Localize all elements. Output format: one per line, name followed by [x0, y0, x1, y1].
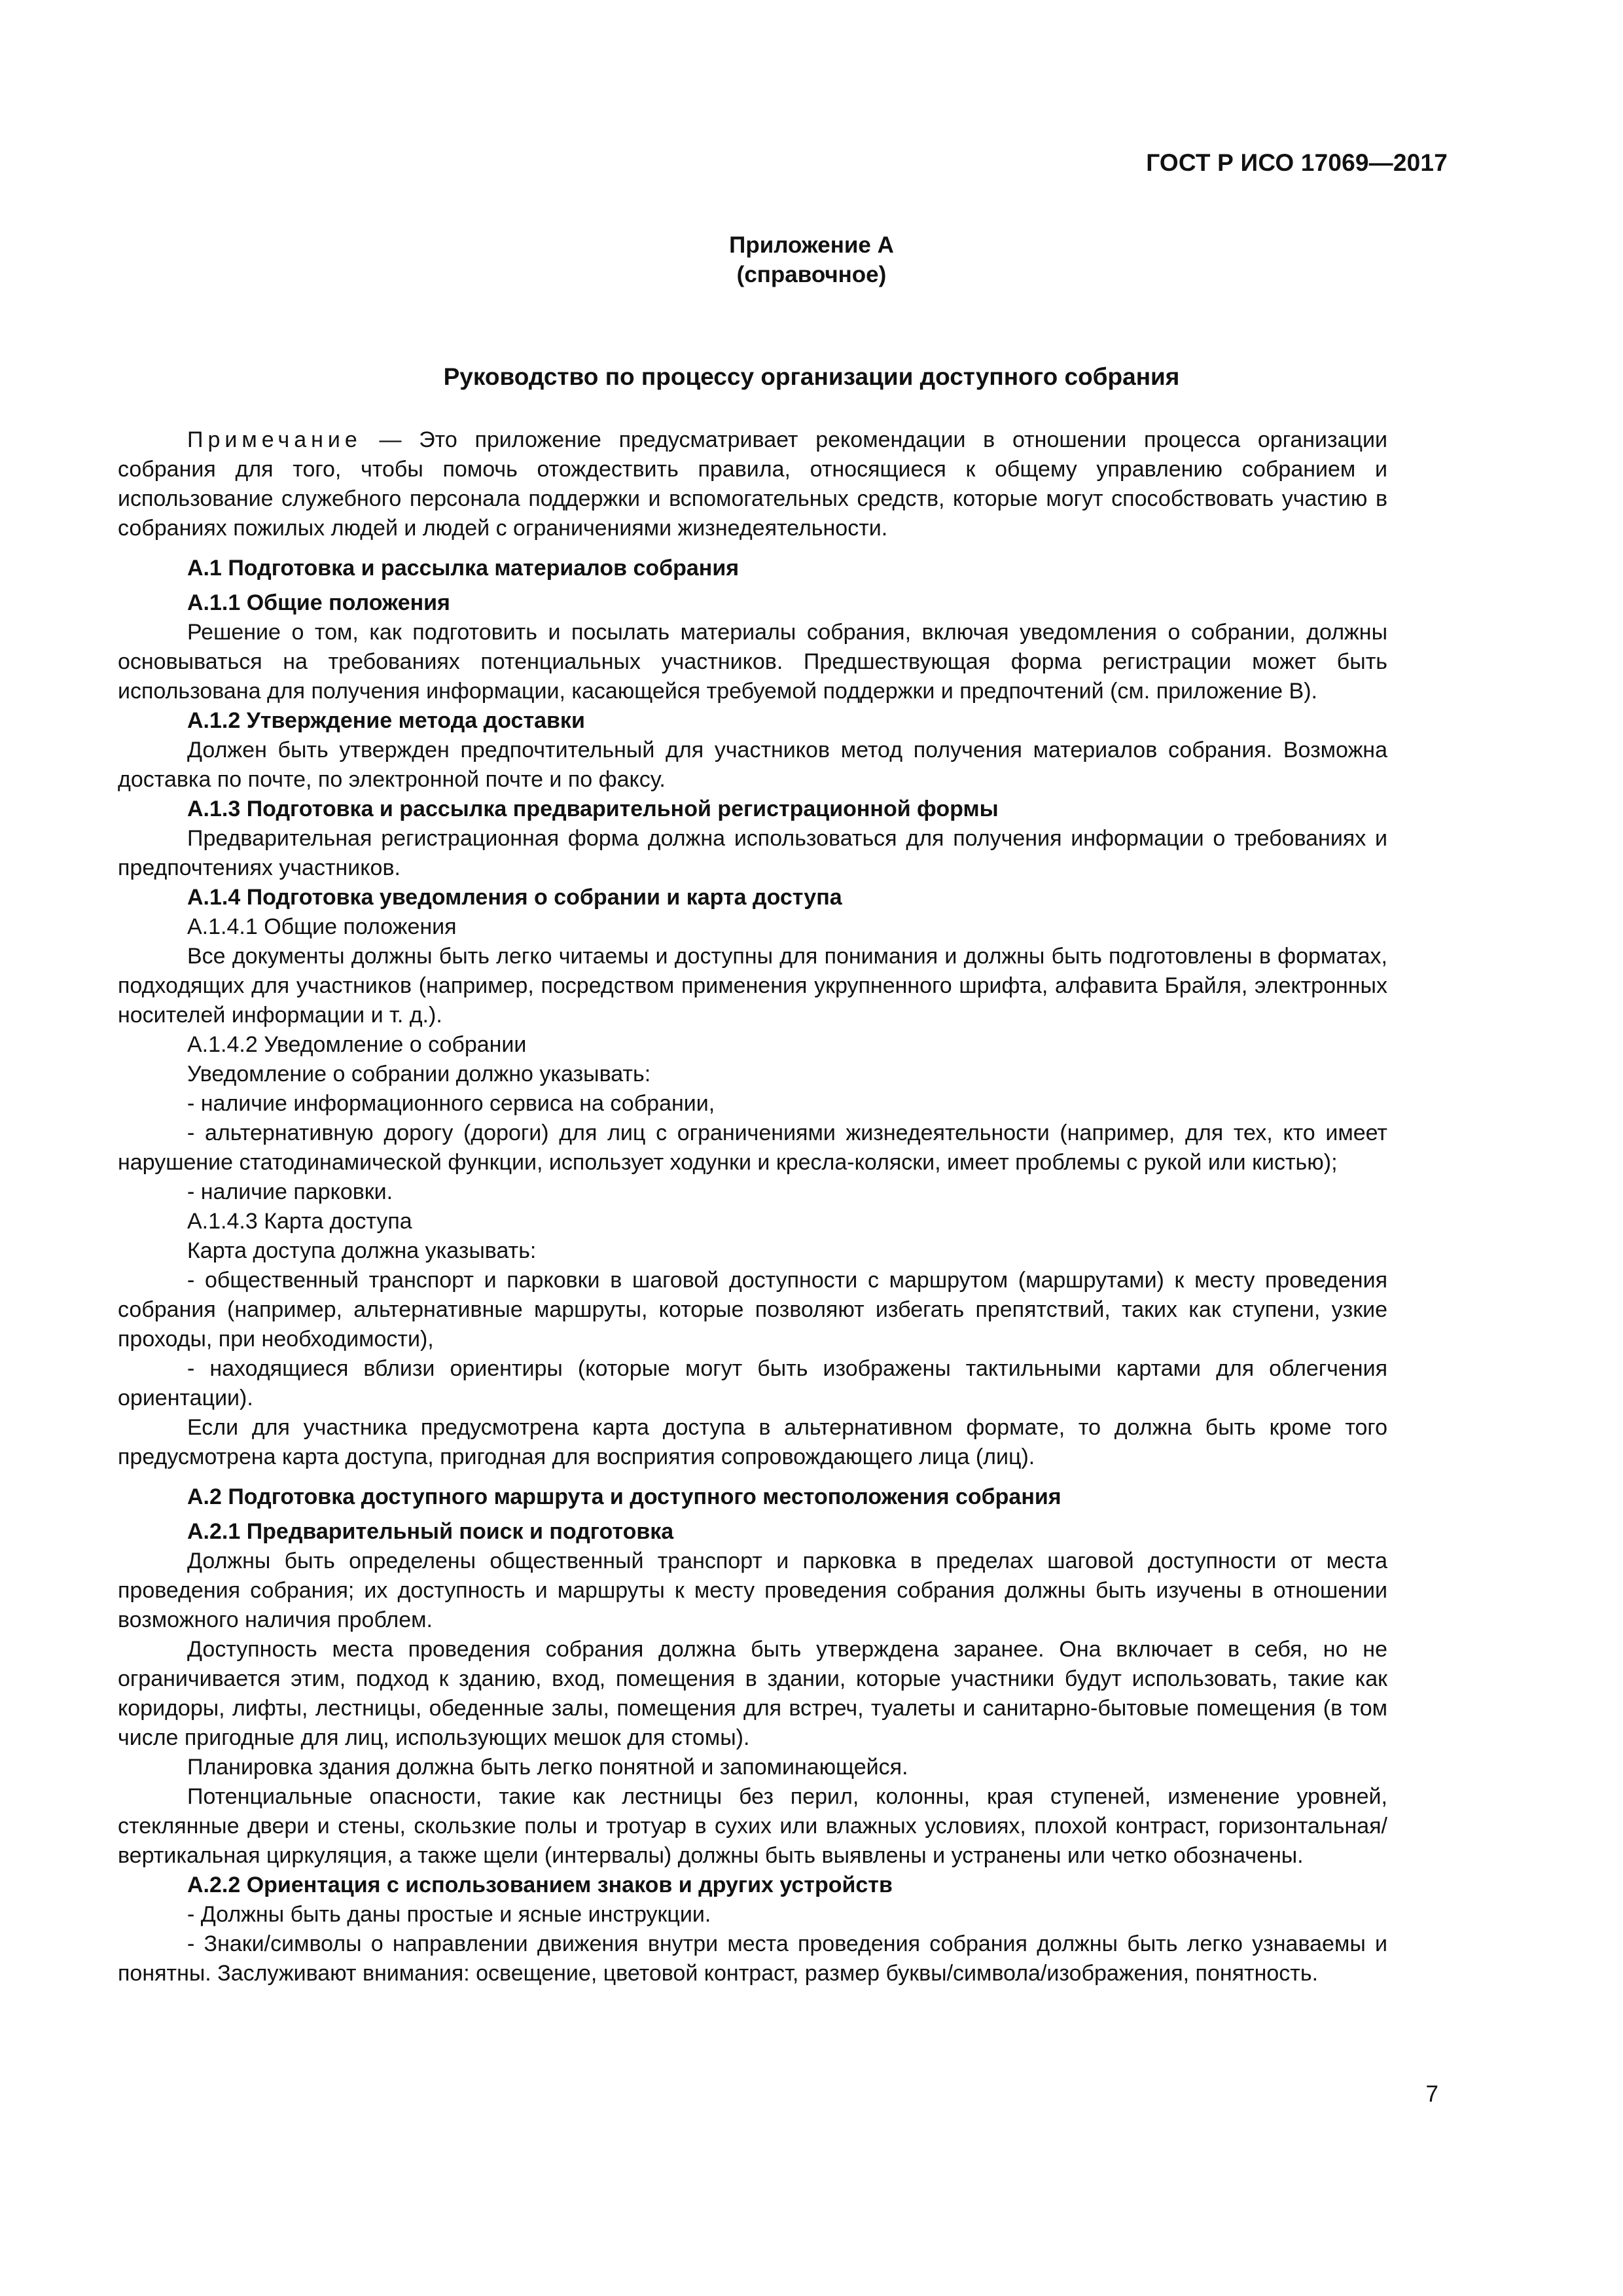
section-heading-a1-3: А.1.3 Подготовка и рассылка предварительной регистрационной формы [187, 797, 999, 821]
section-heading-a2-1: А.2.1 Предварительный поиск и подготовка [187, 1519, 674, 1544]
paragraph-a1-4-3: Карта доступа должна указывать: [187, 1238, 537, 1263]
paragraph-a2-1-1: Должны быть определены общественный транспорт и парковка в пределах шаговой доступности от места проведения собрания; их доступность и маршруты к месту проведения собрания должны быть изучены в отношении возможного наличия проблем. [118, 1549, 1387, 1632]
document-body [118, 425, 1387, 1988]
paragraph-a1-4-3-alt: Если для участника предусмотрена карта доступа в альтернативном формате, то должна быть кроме того предусмотрена карта доступа, пригодная для восприятия сопровождающего лица (лиц). [118, 1415, 1387, 1469]
paragraph-a1-4-2: Уведомление о собрании должно указывать: [187, 1062, 651, 1086]
list-item: - наличие информационного сервиса на собрании, [187, 1091, 715, 1116]
section-heading-a1-1: А.1.1 Общие положения [187, 590, 450, 615]
subsection-heading-a1-4-1: А.1.4.1 Общие положения [187, 914, 457, 939]
list-item: - общественный транспорт и парковки в шаговой доступности с маршрутом (маршрутами) к месту проведения собрания (например, альтернативные маршруты, которые позволяют избегать препятствий, таких как ступени, узкие проходы, при необходимости), [118, 1268, 1387, 1352]
paragraph-a2-1-4: Потенциальные опасности, такие как лестницы без перил, колонны, края ступеней, изменение уровней, стеклянные двери и стены, скользкие полы и тротуар в сухих или влажных условиях, плохой контраст, горизонтальная/вертикальная циркуляция, а также щели (интервалы) должны быть выявлены и устранены или четко обозначены. [118, 1784, 1387, 1868]
document-code: ГОСТ Р ИСО 17069—2017 [1146, 149, 1448, 176]
paragraph-a2-1-2: Доступность места проведения собрания должна быть утверждена заранее. Она включает в себя, но не ограничивается этим, подход к зданию, вход, помещения в здании, которые участники будут использовать, такие как коридоры, лифты, лестницы, обеденные залы, помещения для встреч, туалеты и санитарно-бытовые помещения (в том числе пригодные для лиц, использующих мешок для стомы). [118, 1637, 1387, 1750]
list-item: - Должны быть даны простые и ясные инструкции. [187, 1902, 711, 1927]
appendix-subtitle: (справочное) [736, 262, 887, 287]
paragraph-a1-4-1: Все документы должны быть легко читаемы и доступны для понимания и должны быть подготовлены в форматах, подходящих для участников (например, посредством применения укрупненного шрифта, алфавита Брайля, электронных носителей информации и т. д.). [118, 944, 1387, 1028]
section-heading-a2: А.2 Подготовка доступного маршрута и доступного местоположения собрания [187, 1484, 1061, 1509]
paragraph-a1-2: Должен быть утвержден предпочтительный для участников метод получения материалов собрания. Возможна доставка по почте, по электронной почте и по факсу. [118, 738, 1387, 792]
appendix-title: Приложение А [729, 232, 894, 258]
note-label: Примечание [187, 427, 362, 452]
section-heading-a1-2: А.1.2 Утверждение метода доставки [187, 708, 585, 733]
list-item: - наличие парковки. [187, 1179, 393, 1204]
list-item: - Знаки/символы о направлении движения внутри места проведения собрания должны быть легко узнаваемы и понятны. Заслуживают внимания: освещение, цветовой контраст, размер буквы/символа/изображения, понятность. [118, 1931, 1387, 1986]
section-heading-a1-4: А.1.4 Подготовка уведомления о собрании и карта доступа [187, 885, 842, 910]
main-title: Руководство по процессу организации доступного собрания [443, 363, 1180, 390]
paragraph-a1-1: Решение о том, как подготовить и посылать материалы собрания, включая уведомления о собрании, должны основываться на требованиях потенциальных участников. Предшествующая форма регистрации может быть использована для получения информации, касающейся требуемой поддержки и предпочтений (см. приложение В). [118, 620, 1387, 704]
section-heading-a2-2: А.2.2 Ориентация с использованием знаков и других устройств [187, 1873, 893, 1897]
list-item: - находящиеся вблизи ориентиры (которые могут быть изображены тактильными картами для облегчения ориентации). [118, 1356, 1387, 1410]
list-item: - альтернативную дорогу (дороги) для лиц с ограничениями жизнедеятельности (например, для тех, кто имеет нарушение статодинамической функции, использует ходунки и кресла-коляски, имеет проблемы с рукой или кистью); [118, 1121, 1387, 1175]
subsection-heading-a1-4-3: А.1.4.3 Карта доступа [187, 1209, 412, 1234]
note-text: — Это приложение предусматривает рекомендации в отношении процесса организации собрания для того, чтобы помочь отождествить правила, относящиеся к общему управлению собранием и использование служебного персонала поддержки и вспомогательных средств, которые могут способствовать участию в собраниях пожилых людей и людей с ограничениями жизнедеятельности. [118, 427, 1387, 541]
note-paragraph [118, 425, 1387, 543]
page-number: 7 [1425, 2081, 1438, 2107]
paragraph-a1-3: Предварительная регистрационная форма должна использоваться для получения информации о требованиях и предпочтениях участников. [118, 826, 1387, 880]
section-heading-a1: А.1 Подготовка и рассылка материалов собрания [187, 556, 740, 581]
subsection-heading-a1-4-2: А.1.4.2 Уведомление о собрании [187, 1032, 527, 1057]
paragraph-a2-1-3: Планировка здания должна быть легко понятной и запоминающейся. [187, 1755, 908, 1780]
